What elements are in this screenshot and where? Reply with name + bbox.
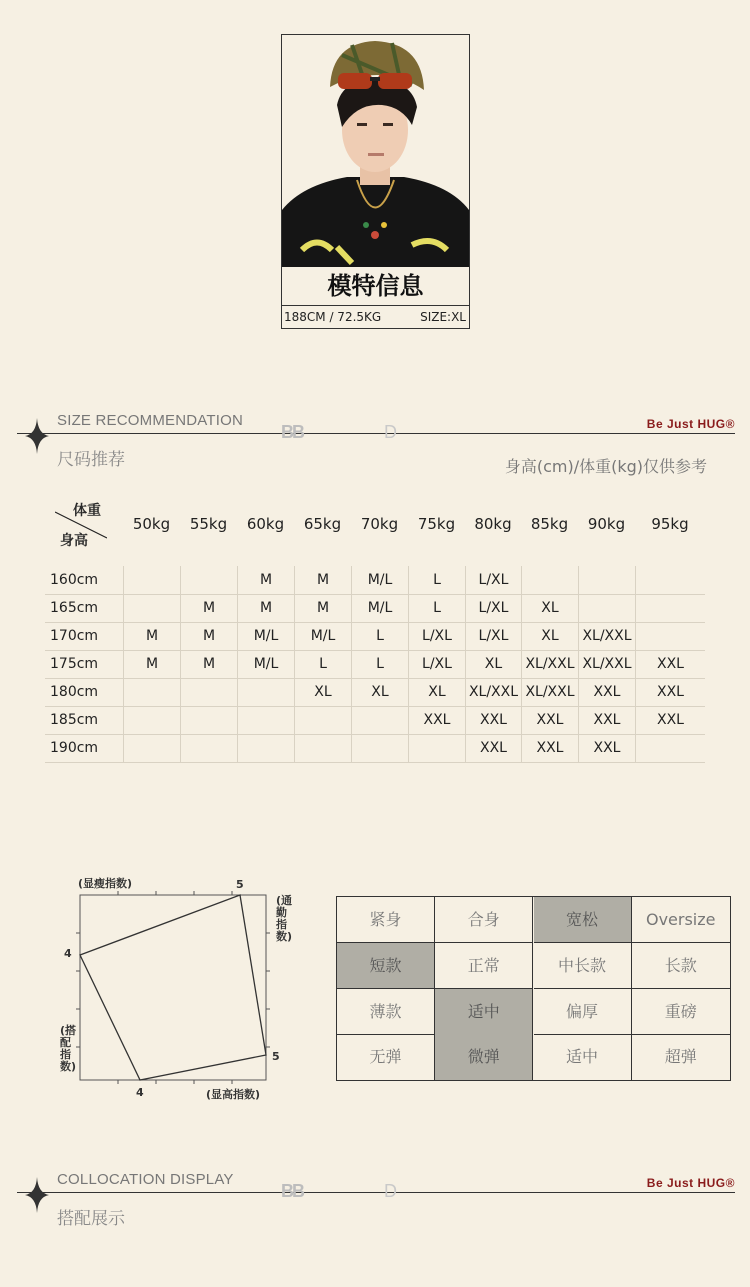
size-cell xyxy=(123,678,180,706)
height-cell: 175cm xyxy=(50,656,99,672)
size-row xyxy=(45,706,705,735)
height-cell: 165cm xyxy=(50,600,99,616)
size-cell: M/L xyxy=(237,622,294,650)
weight-header-row xyxy=(0,500,750,550)
size-cell: M xyxy=(123,650,180,678)
size-cell xyxy=(408,734,465,762)
brand-logo: Be Just HUG® xyxy=(646,417,735,431)
brand-logo: Be Just HUG® xyxy=(646,1176,735,1190)
matching-index-value: 4 xyxy=(64,947,72,960)
size-cell: XL/XXL xyxy=(578,622,635,650)
size-cell xyxy=(123,594,180,622)
section-title-cn: 搭配展示 xyxy=(57,1209,125,1229)
size-cell xyxy=(123,706,180,734)
feature-cell: 长款 xyxy=(632,943,730,989)
size-cell xyxy=(180,706,237,734)
section-title-cn: 尺码推荐 xyxy=(57,450,125,470)
model-card xyxy=(281,34,470,329)
size-cell xyxy=(635,594,705,622)
size-cell: XL xyxy=(521,622,578,650)
size-cell: L/XL xyxy=(408,622,465,650)
size-note: 身高(cm)/体重(kg)仅供参考 xyxy=(504,457,707,476)
size-cell: XXL xyxy=(578,678,635,706)
feature-cell: 无弹 xyxy=(337,1034,435,1080)
model-info-row xyxy=(282,305,469,329)
size-cell: M xyxy=(180,650,237,678)
weight-label: 75kg xyxy=(417,515,456,533)
height-index-value: 4 xyxy=(136,1086,144,1099)
size-cell: XXL xyxy=(578,706,635,734)
feature-cell: 中长款 xyxy=(534,943,632,989)
size-cell xyxy=(578,594,635,622)
size-cell: M xyxy=(294,594,351,622)
feature-cell: 短款 xyxy=(337,943,435,989)
feature-cell: 超弹 xyxy=(664,1047,697,1067)
feature-cell: 重磅 xyxy=(632,989,730,1035)
divider-line xyxy=(17,433,735,434)
size-cell: L/XL xyxy=(465,594,521,622)
size-cell: XL/XXL xyxy=(521,678,578,706)
size-cell: XXL xyxy=(635,678,705,706)
size-cell: L xyxy=(408,566,465,594)
size-cell: XL xyxy=(465,650,521,678)
size-cell xyxy=(237,706,294,734)
size-cell xyxy=(123,566,180,594)
section-title-en: SIZE RECOMMENDATION xyxy=(57,412,244,429)
height-cell: 185cm xyxy=(50,712,99,728)
d-logo-icon: D xyxy=(384,1181,397,1201)
size-cell xyxy=(635,734,705,762)
feature-cell: 合身 xyxy=(435,897,533,943)
size-recommendation-header xyxy=(0,412,750,476)
size-cell: M/L xyxy=(351,594,408,622)
size-cell: XL xyxy=(408,678,465,706)
size-row xyxy=(45,622,705,651)
size-row xyxy=(45,734,705,763)
size-cell: XL xyxy=(294,678,351,706)
weight-label: 55kg xyxy=(189,515,228,533)
size-cell: M xyxy=(180,622,237,650)
size-cell xyxy=(123,734,180,762)
size-cell: XXL xyxy=(465,706,521,734)
size-cell: L xyxy=(294,650,351,678)
divider-line xyxy=(17,1192,735,1193)
size-cell xyxy=(578,566,635,594)
size-row xyxy=(45,650,705,679)
weight-label: 90kg xyxy=(587,515,626,533)
size-cell xyxy=(521,566,578,594)
feature-cell: 紧身 xyxy=(337,897,435,943)
section-title-en: COLLOCATION DISPLAY xyxy=(57,1171,234,1188)
collocation-display-header xyxy=(0,1171,750,1231)
size-cell xyxy=(635,566,705,594)
commute-index-label: (通勤指数) xyxy=(276,894,293,943)
corner-weight-label: 体重 xyxy=(73,503,101,519)
model-size: SIZE:XL xyxy=(420,310,466,324)
height-cell: 190cm xyxy=(50,740,99,756)
size-cell: L/XL xyxy=(408,650,465,678)
size-cell xyxy=(294,734,351,762)
size-cell: L/XL xyxy=(465,566,521,594)
size-row xyxy=(45,594,705,623)
height-cell: 180cm xyxy=(50,684,99,700)
size-cell: XXL xyxy=(635,706,705,734)
size-cell: XXL xyxy=(521,734,578,762)
height-cell: 160cm xyxy=(50,572,99,588)
size-cell: XXL xyxy=(635,650,705,678)
size-cell: XL xyxy=(521,594,578,622)
bb-logo-icon: BB xyxy=(281,1181,303,1201)
size-cell: XXL xyxy=(465,734,521,762)
weight-label: 85kg xyxy=(530,515,569,533)
slimming-index-label: (显瘦指数) xyxy=(78,877,133,890)
weight-label: 60kg xyxy=(246,515,285,533)
feature-grid xyxy=(336,896,731,1081)
model-stats: 188CM / 72.5KG xyxy=(284,310,382,324)
size-cell xyxy=(180,678,237,706)
size-row xyxy=(45,566,705,595)
matching-index-label: (搭配指数) xyxy=(60,1024,77,1073)
size-cell: XXL xyxy=(521,706,578,734)
feature-cell: 适中 xyxy=(435,989,533,1035)
feature-cell: 微弹 xyxy=(435,1034,533,1080)
size-cell xyxy=(180,566,237,594)
size-cell: L xyxy=(408,594,465,622)
weight-label: 50kg xyxy=(132,515,171,533)
sparkle-icon xyxy=(25,1177,49,1213)
feature-cell: Oversize xyxy=(632,897,730,943)
feature-cell: 薄款 xyxy=(337,989,435,1035)
size-cell: M/L xyxy=(351,566,408,594)
feature-cell: 偏厚 xyxy=(534,989,632,1035)
model-photo xyxy=(282,35,469,267)
size-cell: M xyxy=(180,594,237,622)
weight-label: 70kg xyxy=(360,515,399,533)
size-cell: M xyxy=(294,566,351,594)
weight-label: 80kg xyxy=(474,515,512,533)
size-row xyxy=(45,678,705,707)
corner-height-label: 身高 xyxy=(60,533,88,549)
size-cell: XL/XXL xyxy=(465,678,521,706)
size-cell: L/XL xyxy=(465,622,521,650)
size-cell: XL/XXL xyxy=(521,650,578,678)
size-cell xyxy=(237,734,294,762)
fit-index-diagram xyxy=(60,875,300,1105)
size-cell: XL/XXL xyxy=(578,650,635,678)
height-cell: 170cm xyxy=(50,628,99,644)
size-cell: L xyxy=(351,622,408,650)
d-logo-icon: D xyxy=(384,422,397,442)
size-cell xyxy=(180,734,237,762)
size-cell: XL xyxy=(351,678,408,706)
size-cell: XXL xyxy=(578,734,635,762)
size-cell: L xyxy=(351,650,408,678)
height-index-label: (显高指数) xyxy=(206,1088,261,1101)
size-cell: M xyxy=(123,622,180,650)
size-cell xyxy=(351,706,408,734)
feature-cell: 宽松 xyxy=(534,897,632,943)
bb-logo-icon: BB xyxy=(281,422,303,442)
sparkle-icon xyxy=(25,418,49,454)
weight-label: 65kg xyxy=(303,515,342,533)
fit-index-polygon xyxy=(80,895,266,1080)
weight-label: 95kg xyxy=(651,515,689,533)
size-cell: M xyxy=(237,594,294,622)
size-cell xyxy=(351,734,408,762)
model-info-title: 模特信息 xyxy=(327,272,424,300)
feature-cell: 正常 xyxy=(435,943,533,989)
size-cell xyxy=(294,706,351,734)
size-cell: M xyxy=(237,566,294,594)
feature-cell: 适中 xyxy=(534,1034,632,1080)
slimming-index-value: 5 xyxy=(236,878,244,891)
size-cell: XXL xyxy=(408,706,465,734)
commute-index-value: 5 xyxy=(272,1050,280,1063)
size-cell xyxy=(635,622,705,650)
size-cell xyxy=(237,678,294,706)
size-cell: M/L xyxy=(237,650,294,678)
size-cell: M/L xyxy=(294,622,351,650)
